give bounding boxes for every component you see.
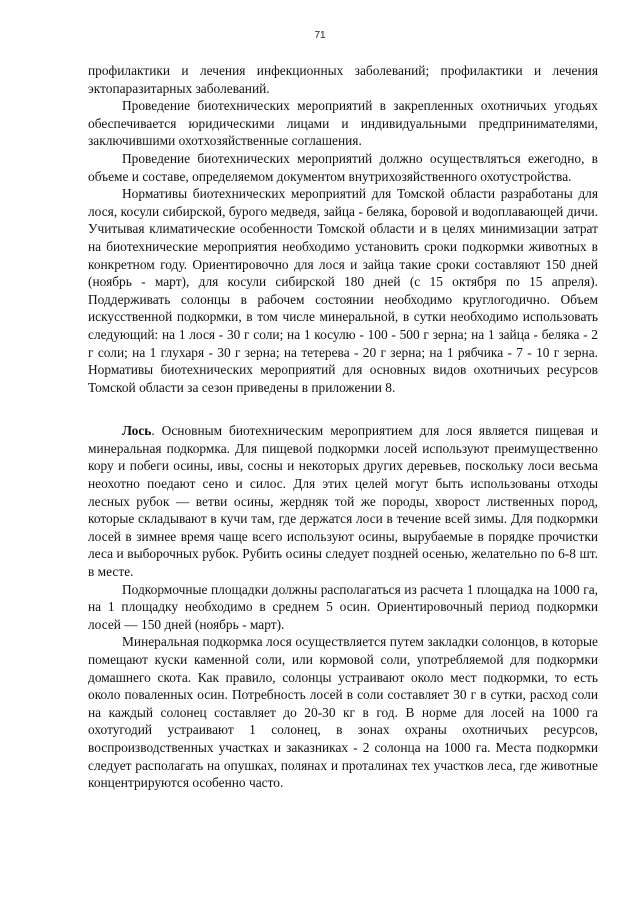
paragraph: Проведение биотехнических мероприятий должно осуществляться ежегодно, в объеме и составе, определяемом документом внутрихозяйственного охотустройства. <box>88 150 598 184</box>
paragraph: профилактики и лечения инфекционных заболеваний; профилактики и лечения эктопаразитарных заболеваний. <box>88 63 598 96</box>
moose-section-paragraph <box>88 422 598 580</box>
paragraph: Минеральная подкормка лося осуществляется путем закладки солонцов, в которые помещают куски каменной соли, или кормовой соли, употребляемой для подкормки домашнего скота. Как правило, солонцы устраивают около мест подкормки, то есть около поваленных осин. Потребность лосей в соли составляет 30 г в сутки, расход соли на каждый солонец составляет до 20-30 кг в год. В норме для лосей на 1000 га охотугодий устраивают 1 солонец, в зонах охраны охотничьих ресурсов, воспроизводственных участках и заказниках - 2 солонца на 1000 га. Места подкормки следует располагать на опушках, полянах и проталинах тех участков леса, где животные концентрируются особенно часто. <box>88 634 598 791</box>
section-gap <box>88 396 598 422</box>
section-lead-term: Лось <box>122 423 152 439</box>
paragraph: Нормативы биотехнических мероприятий для Томской области разработаны для лося, косули сибирской, бурого медведя, зайца - беляка, боровой и водоплавающей дичи. Учитывая климатические особенности Томской области и в целях минимизации затрат на биотехнические мероприятия необходимо установить сроки подкормки животных в конкретном году. Ориентировочно для лося и зайца такие сроки составляют 150 дней (ноябрь - март), для косули сибирской 180 дней (с 15 октября по 15 апреля). Поддерживать солонцы в рабочем состоянии необходимо круглогодично. Объем искусственной подкормки, в том числе минеральной, в сутки необходимо использовать следующий: на 1 лося - 30 г соли; на 1 косулю - 100 - 500 г зерна; на 1 зайца - беляка - 2 г соли; на 1 глухаря - 30 г зерна; на тетерева - 20 г зерна; на 1 рябчика - 7 - 10 г зерна. Нормативы биотехнических мероприятий для основных видов охотничьих ресурсов Томской области за сезон приведены в приложении 8. <box>88 186 598 395</box>
page-number: 71 <box>314 30 326 41</box>
paragraph: Подкормочные площадки должны располагаться из расчета 1 площадка на 1000 га, на 1 площадку необходимо в среднем 5 осин. Ориентировочный период подкормки лосей — 150 дней (ноябрь - март). <box>88 581 598 632</box>
paragraph: Проведение биотехнических мероприятий в закрепленных охотничьих угодьях обеспечивается юридическими лицами и индивидуальными предпринимателями, заключившими охотхозяйственные соглашения. <box>88 98 598 149</box>
section-lead-text: . Основным биотехническим мероприятием для лося является пищевая и минеральная подкормка. Для пищевой подкормки лосей используют преимущественно кору и побеги осины, ивы, сосны и некоторых других деревьев, поскольку лоси весьма неохотно поедают сено и силос. Для этих целей могут быть использованы отходы лесных рубок — ветви осины, жердняк той же породы, хворост лиственных пород, которые складывают в кучи там, где держатся лоси в течение всей зимы. Для подкормки лосей в зимнее время чаще всего используют осины, вырубаемые в порядке прочистки леса и выборочных рубок. Рубить осины следует поздней осенью, желательно по 6-8 шт. в месте. <box>88 423 598 580</box>
body-text <box>88 62 598 792</box>
